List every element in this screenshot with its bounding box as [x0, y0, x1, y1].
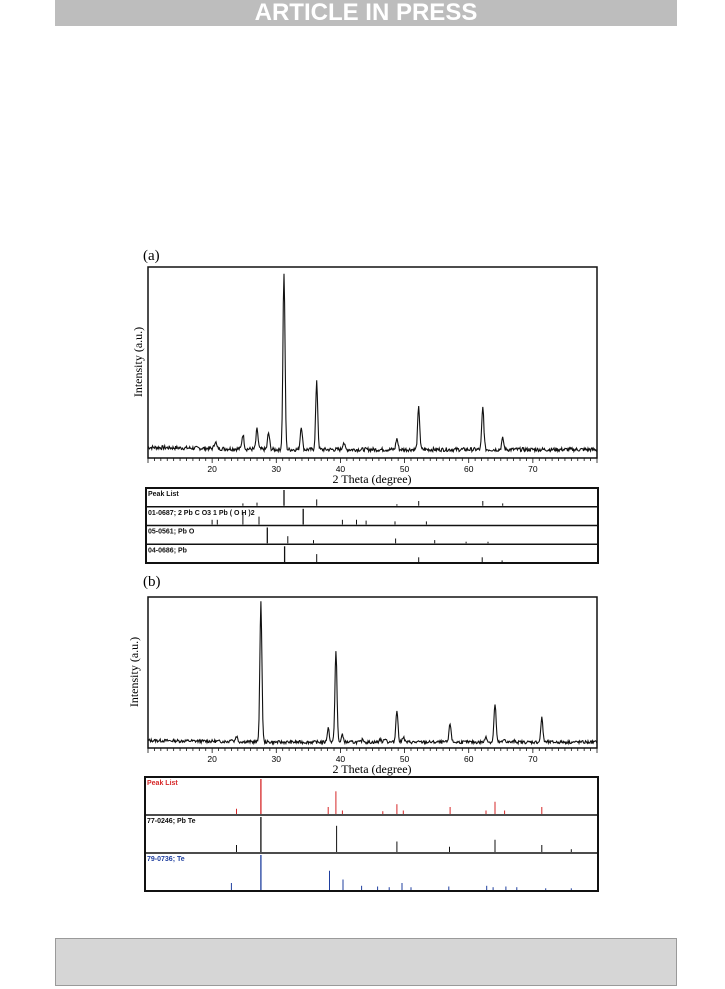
panel-b-reference-label: 79-0736; Te — [147, 856, 185, 863]
panel-a-intensity-trace — [148, 274, 597, 452]
panel-b-xtick-label: 40 — [335, 754, 346, 764]
panel-a-xtick-label: 30 — [271, 464, 282, 474]
panel-b — [127, 574, 598, 891]
panel-a-xlabel: 2 Theta (degree) — [332, 472, 412, 486]
panel-a-reference-label: Peak List — [148, 491, 179, 498]
panel-a-trace-group — [148, 273, 597, 452]
panel-b-xtick-label: 30 — [271, 754, 282, 764]
panel-a-ylabel: Intensity (a.u.) — [131, 326, 145, 398]
panel-a-reference-label: 01-0687; 2 Pb C O3 1 Pb ( O H )2 — [148, 509, 255, 517]
panel-b-intensity-trace — [148, 601, 597, 743]
panel-b-xtick-label: 50 — [399, 754, 410, 764]
panel-a-label: (a) — [143, 248, 160, 264]
panel-b-reference-frame — [145, 777, 598, 891]
panel-b-xtick-label: 60 — [463, 754, 474, 764]
panel-a-xtick-label: 20 — [207, 464, 217, 474]
footer-box — [55, 938, 677, 986]
panel-b-plot-frame — [148, 597, 597, 748]
panel-a-xtick-label: 60 — [463, 464, 474, 474]
panel-b-reference-label: 77-0246; Pb Te — [147, 818, 196, 825]
panel-b-label: (b) — [143, 574, 161, 590]
panel-b-xlabel: 2 Theta (degree) — [332, 762, 412, 776]
panel-a-xtick-label: 70 — [528, 464, 538, 474]
article-in-press-banner: ARTICLE IN PRESS — [55, 0, 677, 26]
panel-a-reference-label: 05-0561; Pb O — [148, 528, 195, 536]
panel-b-xtick-label: 70 — [528, 754, 538, 764]
panel-a-reference-label: 04-0686; Pb — [148, 547, 187, 555]
panel-b-xtick-label: 20 — [207, 754, 217, 764]
panel-b-reference-rows — [145, 779, 598, 890]
panel-a-xtick-label: 50 — [399, 464, 410, 474]
panel-a-plot-frame — [148, 267, 597, 458]
panel-a-xtick-label: 40 — [335, 464, 346, 474]
panel-a-reference-rows — [146, 490, 598, 562]
panel-b-reference-label: Peak List — [147, 780, 178, 787]
panel-b-trace-group — [148, 601, 597, 743]
panel-a — [131, 248, 598, 563]
panel-b-ylabel: Intensity (a.u.) — [127, 636, 141, 708]
